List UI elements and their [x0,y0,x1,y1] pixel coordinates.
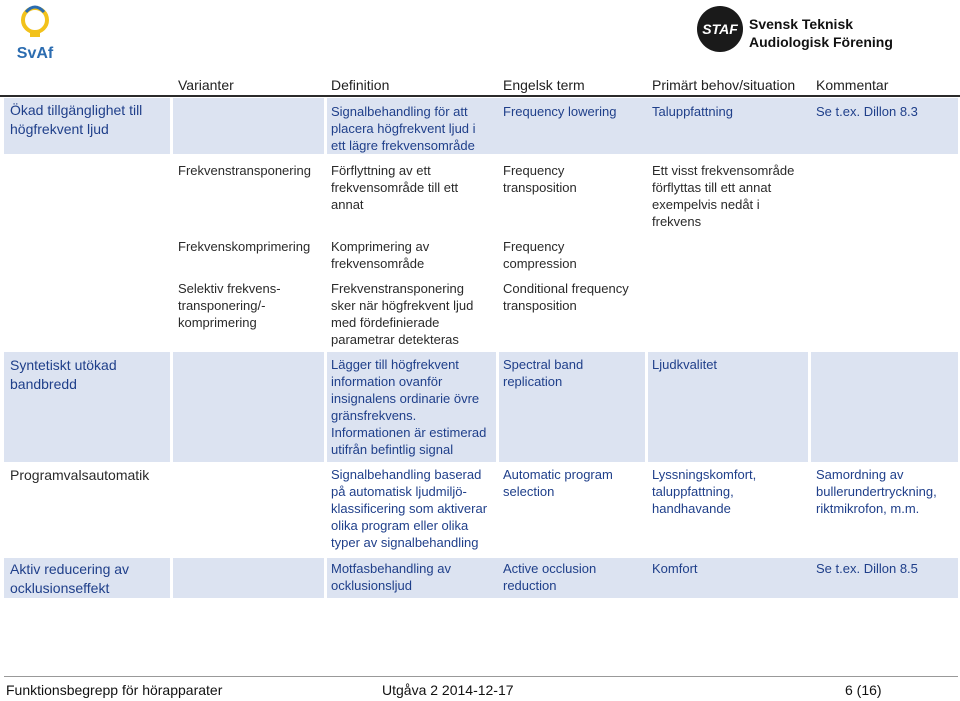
definition-motfasbehandling: Motfasbehandling av ocklusionsljud [331,561,451,593]
definition-programvalsautomatik: Signalbehandling baserad på automatisk ljudmiljö-klassificering som aktiverar olika program eller olika typer av signalbehandling [331,467,488,550]
header-varianter: Varianter [178,77,234,93]
variant-frekvenskomprimering: Frekvenskomprimering [178,239,311,254]
header-engelsk-term: Engelsk term [503,77,585,93]
english-spectral-band-replication: Spectral band replication [503,357,584,389]
english-conditional-transposition: Conditional frequency transposition [503,281,629,313]
term-syntetiskt-utokad-bandbredd: Syntetiskt utökad bandbredd [10,357,117,392]
band-2-separator-b [324,352,327,462]
english-frequency-transposition: Frequency transposition [503,163,577,195]
comment-dillon-8-5: Se t.ex. Dillon 8.5 [816,561,918,576]
variant-frekvenstransponering: Frekvenstransponering [178,163,311,178]
svaf-logo [8,2,62,64]
comment-samordning: Samordning av bullerundertryckning, riktmikrofon, m.m. [816,467,937,516]
staf-logo [697,4,897,60]
term-okad-tillganglighet: Ökad tillgänglighet till högfrekvent ljud [10,102,143,137]
definition-frekvenskomprimering: Komprimering av frekvensområde [331,239,430,271]
band-2-separator-e [808,352,811,462]
definition-frequency-lowering: Signalbehandling för att placera högfrekvent ljud i ett lägre frekvensområde [331,104,476,153]
definition-syntetiskt-utokad: Lägger till högfrekvent information ovanför insignalens ordinarie övre gränsfrekvens. Informationen är estimerad utifrån befintlig signal [331,357,487,457]
svaf-logo-text: SvAf [16,45,54,62]
english-frequency-compression: Frequency compression [503,239,577,271]
band-2-separator-c [496,352,499,462]
lightbulb-icon [8,2,62,64]
band-1-separator-b [324,98,327,154]
staf-badge: STAF [697,6,743,52]
header-definition: Definition [331,77,390,93]
variant-selektiv: Selektiv frekvens-transponering/-komprimering [178,281,281,330]
need-komfort: Komfort [652,561,698,576]
band-2-separator-d [645,352,648,462]
footer-edition: Utgåva 2 2014-12-17 [382,682,514,698]
band-3-separator-a [170,558,173,598]
definition-selektiv: Frekvenstransponering sker när högfrekvent ljud med fördefinierade parametrar detekteras [331,281,474,347]
english-automatic-program-selection: Automatic program selection [503,467,613,499]
footer-page-number: 6 (16) [845,682,882,698]
definition-frekvenstransponering: Förflyttning av ett frekvensområde till ett annat [331,163,459,212]
band-2-separator-a [170,352,173,462]
staf-name-line2: Audiologisk Förening [749,34,893,50]
band-3-separator-b [324,558,327,598]
comment-dillon-8-3: Se t.ex. Dillon 8.3 [816,104,918,119]
need-taluppfattning: Taluppfattning [652,104,733,119]
need-lyssningskomfort: Lyssningskomfort, taluppfattning, handhavande [652,467,757,516]
header-divider [0,95,960,97]
english-frequency-lowering: Frequency lowering [503,104,617,119]
band-1-separator-a [170,98,173,154]
need-ljudkvalitet: Ljudkvalitet [652,357,718,372]
term-aktiv-reducering: Aktiv reducering av ocklusionseffekt [10,561,130,596]
term-programvalsautomatik: Programvalsautomatik [10,467,150,483]
footer-divider [4,676,958,677]
footer-document-title: Funktionsbegrepp för hörapparater [6,682,223,698]
header-kommentar: Kommentar [816,77,889,93]
need-frekvensomrade-forflyttas: Ett visst frekvensområde förflyttas till ett annat exempelvis nedåt i frekvens [652,163,795,229]
english-active-occlusion-reduction: Active occlusion reduction [503,561,597,593]
staf-name-line1: Svensk Teknisk [749,16,854,32]
header-behov: Primärt behov/situation [652,77,796,93]
